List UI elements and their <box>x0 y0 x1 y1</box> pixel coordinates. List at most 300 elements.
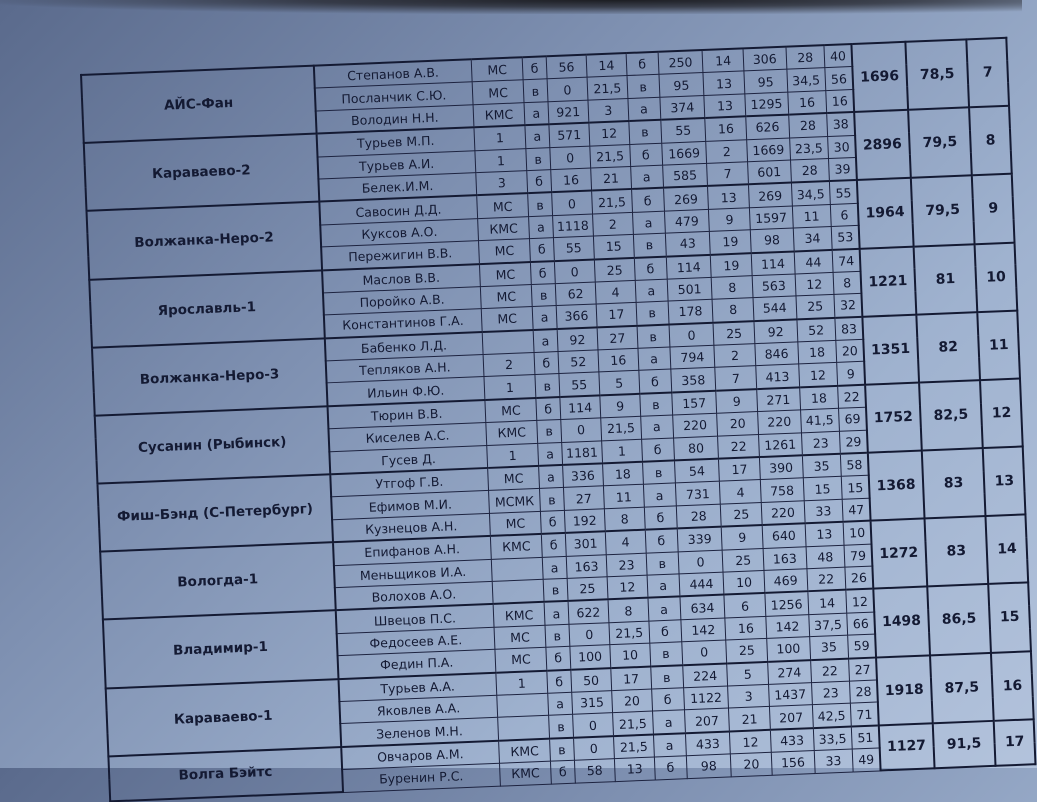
catch-total: 413 <box>756 364 800 389</box>
zone-round1: в <box>537 420 561 443</box>
zone-round2: б <box>644 506 677 530</box>
place-round1: 2 <box>593 212 633 236</box>
catch-round1: 0 <box>569 622 610 646</box>
individual-place: 12 <box>846 589 875 613</box>
participant-name: Степанов А.В. <box>313 59 472 88</box>
zone-round1: а <box>538 442 562 466</box>
catch-round2: 55 <box>660 118 706 143</box>
participant-name: Федосеев А.Е. <box>336 627 495 656</box>
team-catch-total: 1752 <box>865 382 921 452</box>
catch-round2: 794 <box>670 345 716 369</box>
place-round1: 11 <box>604 485 644 509</box>
points-sum: 48 <box>806 545 845 569</box>
place-round2: 25 <box>723 548 764 572</box>
catch-round2: 95 <box>659 73 705 97</box>
team-catch-total: 1221 <box>860 246 916 316</box>
place-round2: 16 <box>725 616 766 640</box>
catch-round1: 301 <box>565 531 606 555</box>
zone-round2: б <box>654 756 687 780</box>
place-round2: 21 <box>729 707 770 731</box>
catch-round2: 479 <box>664 209 710 233</box>
team-catch-total: 1964 <box>857 178 913 248</box>
place-round2: 25 <box>721 502 762 526</box>
place-round1: 21,5 <box>587 76 627 100</box>
place-round1: 4 <box>605 530 645 554</box>
team-place: 7 <box>967 38 1009 108</box>
points-sum: 23 <box>801 431 840 455</box>
sport-rank: МС <box>495 647 547 672</box>
catch-total: 544 <box>753 296 797 321</box>
catch-round2: 250 <box>658 50 704 75</box>
catch-round1: 315 <box>571 691 612 715</box>
individual-place: 69 <box>839 407 868 430</box>
participant-name: Маслов В.В. <box>322 264 481 293</box>
catch-total: 269 <box>748 183 792 208</box>
participant-name: Тепляков А.Н. <box>325 355 484 384</box>
zone-round1: б <box>551 760 575 783</box>
participant-name: Пережигин В.В. <box>321 241 480 270</box>
catch-total: 92 <box>754 319 798 344</box>
participant-name: Меньщиков И.А. <box>333 559 492 588</box>
catch-round2: 0 <box>681 640 727 665</box>
team-points: 79,5 <box>908 108 973 179</box>
catch-total: 1295 <box>745 92 789 117</box>
place-round1: 21,5 <box>592 189 632 213</box>
zone-round2: а <box>635 279 668 303</box>
catch-round1: 571 <box>549 123 590 147</box>
zone-round2: а <box>638 347 671 371</box>
individual-place: 10 <box>843 521 872 545</box>
catch-round2: 358 <box>670 368 716 393</box>
sport-rank: 1 <box>487 443 539 468</box>
individual-place: 22 <box>838 385 867 409</box>
individual-place: 6 <box>830 203 859 226</box>
catch-total: 142 <box>766 614 810 638</box>
team-points: 83 <box>921 448 986 519</box>
place-round2: 20 <box>731 752 772 776</box>
participant-name: Утгоф Г.В. <box>330 468 489 497</box>
points-sum: 33,5 <box>813 726 852 750</box>
place-round2: 20 <box>717 412 758 436</box>
points-sum: 12 <box>795 272 834 296</box>
place-round1: 3 <box>588 98 628 122</box>
catch-total: 98 <box>750 228 794 253</box>
catch-total: 1597 <box>749 206 793 230</box>
individual-place: 29 <box>839 430 868 454</box>
individual-place: 55 <box>829 180 858 204</box>
individual-place: 16 <box>826 89 855 113</box>
zone-round1: а <box>529 215 553 238</box>
place-round1: 13 <box>615 757 655 781</box>
catch-round1: 366 <box>556 304 597 328</box>
place-round1: 15 <box>594 235 634 259</box>
team-name: Ярославль-1 <box>89 270 324 347</box>
participant-name: Бабенко Л.Д. <box>324 332 483 361</box>
points-sum: 22 <box>810 658 849 682</box>
catch-round1: 0 <box>549 146 590 170</box>
sport-rank: МС <box>472 80 524 104</box>
zone-round1: б <box>534 352 558 375</box>
participant-name: Поройко А.В. <box>323 287 482 316</box>
zone-round2: в <box>639 392 672 416</box>
sport-rank: МСМК <box>488 489 540 513</box>
place-round1: 27 <box>597 326 637 350</box>
individual-place: 47 <box>842 498 871 522</box>
catch-round2: 501 <box>667 277 713 301</box>
sport-rank: 1 <box>474 125 526 150</box>
catch-round2: 114 <box>666 254 712 279</box>
zone-round1: а <box>539 465 563 489</box>
catch-total: 1437 <box>768 683 812 707</box>
catch-total: 306 <box>743 47 787 72</box>
catch-round1: 163 <box>566 554 607 578</box>
individual-place: 39 <box>828 157 857 181</box>
team-points: 82,5 <box>919 380 984 451</box>
zone-round1: в <box>540 488 564 511</box>
catch-total: 563 <box>752 274 796 298</box>
zone-round1: б <box>531 261 555 285</box>
points-sum: 34 <box>793 227 832 251</box>
zone-round1: б <box>527 170 551 194</box>
place-round2: 9 <box>709 207 750 231</box>
zone-round1: а <box>524 102 548 126</box>
place-round2: 25 <box>713 321 754 345</box>
place-round1: 12 <box>607 575 647 599</box>
sport-rank: 1 <box>496 670 548 695</box>
team-place: 10 <box>975 242 1017 312</box>
catch-round1: 0 <box>551 191 592 215</box>
points-sum: 28 <box>788 113 827 137</box>
sport-rank: МС <box>481 307 533 332</box>
zone-round2: б <box>645 529 678 553</box>
zone-round2: а <box>643 483 676 507</box>
participant-name: Киселев А.С. <box>328 423 487 452</box>
zone-round1: в <box>528 193 552 217</box>
zone-round2: в <box>642 461 675 485</box>
zone-round2: а <box>630 165 663 189</box>
place-round2: 25 <box>726 639 767 663</box>
points-sum: 16 <box>787 90 826 114</box>
points-sum: 25 <box>796 295 835 319</box>
zone-round2: а <box>647 574 680 598</box>
catch-total: 758 <box>760 478 804 502</box>
sport-rank: КМС <box>478 216 530 240</box>
place-round1: 20 <box>612 689 652 713</box>
team-points: 86,5 <box>927 584 992 655</box>
place-round2: 22 <box>718 434 759 458</box>
individual-place: 38 <box>827 112 856 136</box>
zone-round1: а <box>542 556 566 579</box>
points-sum: 35 <box>809 635 848 659</box>
participant-name: Буренин Р.С. <box>342 763 501 792</box>
zone-round1: б <box>541 510 565 534</box>
individual-place: 26 <box>845 566 874 590</box>
catch-round1: 1118 <box>552 214 593 238</box>
team-catch-total: 1351 <box>863 314 919 384</box>
sport-rank: КМС <box>493 602 545 627</box>
participant-name: Волохов А.О. <box>334 581 493 610</box>
top-shadow <box>0 0 1022 14</box>
place-round1: 23 <box>606 553 646 577</box>
participant-name: Ильин Ф.Ю. <box>326 377 485 406</box>
participant-name: Яковлев А.А. <box>339 695 498 724</box>
catch-round2: 220 <box>672 413 718 437</box>
catch-round2: 269 <box>663 186 709 211</box>
catch-round2: 1122 <box>683 686 729 710</box>
sport-rank <box>492 579 544 604</box>
place-round2: 12 <box>730 730 771 754</box>
catch-round2: 157 <box>671 391 717 416</box>
team-points: 87,5 <box>930 652 995 723</box>
zone-round2: а <box>632 211 665 235</box>
zone-round2: в <box>633 233 666 257</box>
zone-round1: а <box>532 306 556 330</box>
team-place: 8 <box>969 106 1011 176</box>
individual-place: 8 <box>833 271 862 294</box>
catch-round1: 1181 <box>561 440 602 464</box>
catch-round1: 16 <box>550 168 591 192</box>
catch-round1: 25 <box>567 577 608 601</box>
points-sum: 22 <box>807 567 846 591</box>
zone-round1: б <box>547 669 571 693</box>
sport-rank: МС <box>477 193 529 218</box>
points-sum: 34,5 <box>786 68 825 92</box>
individual-place: 28 <box>849 680 878 703</box>
points-sum: 23,5 <box>789 136 828 160</box>
individual-place: 20 <box>836 339 865 362</box>
zone-round2: б <box>641 438 674 462</box>
place-round2: 13 <box>704 94 745 118</box>
catch-round1: 336 <box>562 463 603 487</box>
points-sum: 52 <box>797 318 836 342</box>
individual-place: 58 <box>840 453 869 477</box>
catch-round1: 0 <box>547 78 588 102</box>
team-catch-total: 2896 <box>854 110 910 180</box>
team-catch-total: 1127 <box>879 723 934 770</box>
sport-rank: МС <box>489 511 541 536</box>
sport-rank: 2 <box>483 353 535 377</box>
zone-round2: а <box>648 597 681 621</box>
place-round1: 4 <box>595 280 635 304</box>
catch-round2: 585 <box>662 163 708 188</box>
catch-round1: 100 <box>569 645 610 669</box>
catch-round2: 28 <box>676 504 722 529</box>
points-sum: 18 <box>799 386 838 410</box>
catch-total: 1261 <box>758 432 802 457</box>
catch-round1: 55 <box>559 372 600 396</box>
sport-rank: 1 <box>484 375 536 400</box>
place-round2: 13 <box>708 185 749 209</box>
zone-round2: а <box>628 97 661 121</box>
points-sum: 23 <box>811 681 850 705</box>
zone-round2: в <box>650 665 683 689</box>
zone-round1: б <box>541 533 565 557</box>
team-name: Владимир-1 <box>103 611 338 688</box>
team-place: 9 <box>972 174 1014 244</box>
zone-round2: а <box>652 710 685 734</box>
catch-total: 156 <box>771 751 815 775</box>
participant-name: Володин Н.Н. <box>315 105 474 134</box>
catch-total: 100 <box>767 637 811 662</box>
sport-rank: 3 <box>476 171 528 196</box>
team-place: 13 <box>983 446 1025 516</box>
participant-name: Турьев А.А. <box>338 672 497 701</box>
team-name: Фиш-Бэнд (С-Петербург) <box>97 474 332 551</box>
team-points: 83 <box>924 516 989 587</box>
participant-name: Посланчик С.Ю. <box>314 82 473 111</box>
catch-round2: 433 <box>685 731 731 756</box>
team-catch-total: 1918 <box>876 655 932 725</box>
zone-round2: б <box>651 688 684 712</box>
catch-round2: 634 <box>680 595 726 620</box>
points-sum: 44 <box>794 249 833 273</box>
sport-rank: МС <box>485 398 537 423</box>
participant-name: Константинов Г.А. <box>323 309 482 338</box>
catch-round2: 98 <box>686 754 732 778</box>
place-round2: 19 <box>711 253 752 277</box>
zone-round1: а <box>544 601 568 625</box>
catch-round1: 192 <box>564 509 605 533</box>
catch-total: 274 <box>768 660 812 685</box>
participant-name: Федин П.А. <box>337 649 496 678</box>
sport-rank <box>482 330 534 355</box>
catch-round2: 731 <box>675 482 721 506</box>
team-place: 12 <box>980 378 1022 448</box>
place-round1: 17 <box>611 666 651 690</box>
zone-round2: в <box>627 75 660 99</box>
catch-round1: 0 <box>573 736 614 760</box>
sport-rank: МС <box>478 239 530 264</box>
points-sum: 33 <box>804 499 843 523</box>
place-round1: 25 <box>594 257 634 281</box>
place-round1: 8 <box>608 598 648 622</box>
individual-place: 30 <box>828 135 857 158</box>
catch-total: 1669 <box>747 138 791 162</box>
points-sum: 13 <box>805 522 844 546</box>
catch-total: 846 <box>755 342 799 366</box>
sport-rank: КМС <box>486 421 538 445</box>
team-name: Сусанин (Рыбинск) <box>95 406 330 483</box>
points-sum: 14 <box>807 590 846 614</box>
points-sum: 12 <box>798 363 837 387</box>
participant-name: Кузнецов А.Н. <box>332 513 491 542</box>
place-round1: 21,5 <box>614 734 654 758</box>
points-sum: 28 <box>790 158 829 182</box>
place-round1: 21,5 <box>609 621 649 645</box>
individual-place: 27 <box>849 657 878 681</box>
zone-round1: в <box>545 624 569 647</box>
place-round1: 12 <box>589 121 629 145</box>
place-round2: 2 <box>706 139 747 163</box>
team-name: Волга Бэйтс <box>108 747 342 802</box>
sport-rank <box>498 716 550 741</box>
place-round2: 8 <box>712 276 753 300</box>
team-name: Вологда-1 <box>100 542 335 619</box>
catch-round1: 50 <box>570 668 611 692</box>
catch-total: 1256 <box>765 592 809 617</box>
catch-round1: 52 <box>558 350 599 374</box>
catch-round1: 114 <box>559 395 600 419</box>
individual-place: 15 <box>841 476 870 499</box>
zone-round2: б <box>634 256 667 280</box>
team-catch-total: 1368 <box>868 451 924 521</box>
individual-place: 71 <box>850 702 879 726</box>
team-name: Волжанка-Неро-3 <box>92 338 327 415</box>
zone-round2: б <box>631 188 664 212</box>
place-round1: 21,5 <box>613 711 653 735</box>
team-points: 78,5 <box>905 39 970 110</box>
participant-name: Белек.И.М. <box>318 173 477 202</box>
team-catch-total: 1696 <box>852 42 908 112</box>
zone-round1: в <box>549 715 573 739</box>
individual-place: 74 <box>832 248 861 272</box>
zone-round2: б <box>649 620 682 644</box>
team-points: 79,5 <box>910 176 975 247</box>
sport-rank: 1 <box>475 148 527 172</box>
place-round1: 1 <box>602 439 642 463</box>
sport-rank: КМС <box>490 534 542 559</box>
catch-total: 220 <box>761 501 805 526</box>
team-name: Караваево-1 <box>106 679 341 756</box>
catch-total: 114 <box>751 251 795 276</box>
sport-rank: МС <box>479 262 531 287</box>
zone-round2: в <box>636 301 669 325</box>
participant-name: Тюрин В.В. <box>327 400 486 429</box>
individual-place: 32 <box>834 294 863 318</box>
zone-round1: в <box>523 79 547 102</box>
participant-name: Турьев М.П. <box>316 127 475 156</box>
catch-round2: 207 <box>684 708 730 733</box>
sport-rank <box>497 693 549 717</box>
points-sum: 28 <box>786 45 825 69</box>
place-round1: 21,5 <box>590 144 630 168</box>
catch-round2: 339 <box>677 527 723 552</box>
participant-name: Куксов А.О. <box>320 218 479 247</box>
place-round1: 10 <box>610 643 650 667</box>
catch-round1: 0 <box>554 259 595 283</box>
team-catch-total: 1272 <box>871 519 927 589</box>
points-sum: 37,5 <box>808 613 847 637</box>
zone-round1: а <box>548 692 572 715</box>
catch-round1: 27 <box>563 486 604 510</box>
catch-total: 469 <box>764 569 808 594</box>
place-round2: 6 <box>724 593 765 617</box>
catch-round2: 178 <box>668 300 714 325</box>
points-sum: 41,5 <box>800 409 839 433</box>
place-round1: 8 <box>605 507 645 531</box>
catch-round1: 622 <box>568 600 609 624</box>
zone-round1: б <box>522 56 546 80</box>
team-points: 91,5 <box>932 721 996 769</box>
individual-place: 51 <box>851 725 880 749</box>
individual-place: 49 <box>852 748 881 771</box>
catch-round2: 80 <box>673 436 719 461</box>
place-round2: 3 <box>728 684 769 708</box>
place-round1: 14 <box>586 53 626 77</box>
points-sum: 34,5 <box>791 181 830 205</box>
place-round2: 5 <box>727 661 768 685</box>
team-name: Караваево-2 <box>84 134 319 211</box>
zone-round2: б <box>626 52 659 76</box>
team-place: 14 <box>986 515 1028 585</box>
catch-total: 163 <box>763 546 807 570</box>
zone-round1: в <box>550 737 574 761</box>
zone-round1: а <box>533 329 557 353</box>
catch-round1: 58 <box>574 759 615 783</box>
points-sum: 18 <box>797 340 836 364</box>
points-sum: 15 <box>803 477 842 501</box>
place-round2: 7 <box>715 366 756 390</box>
